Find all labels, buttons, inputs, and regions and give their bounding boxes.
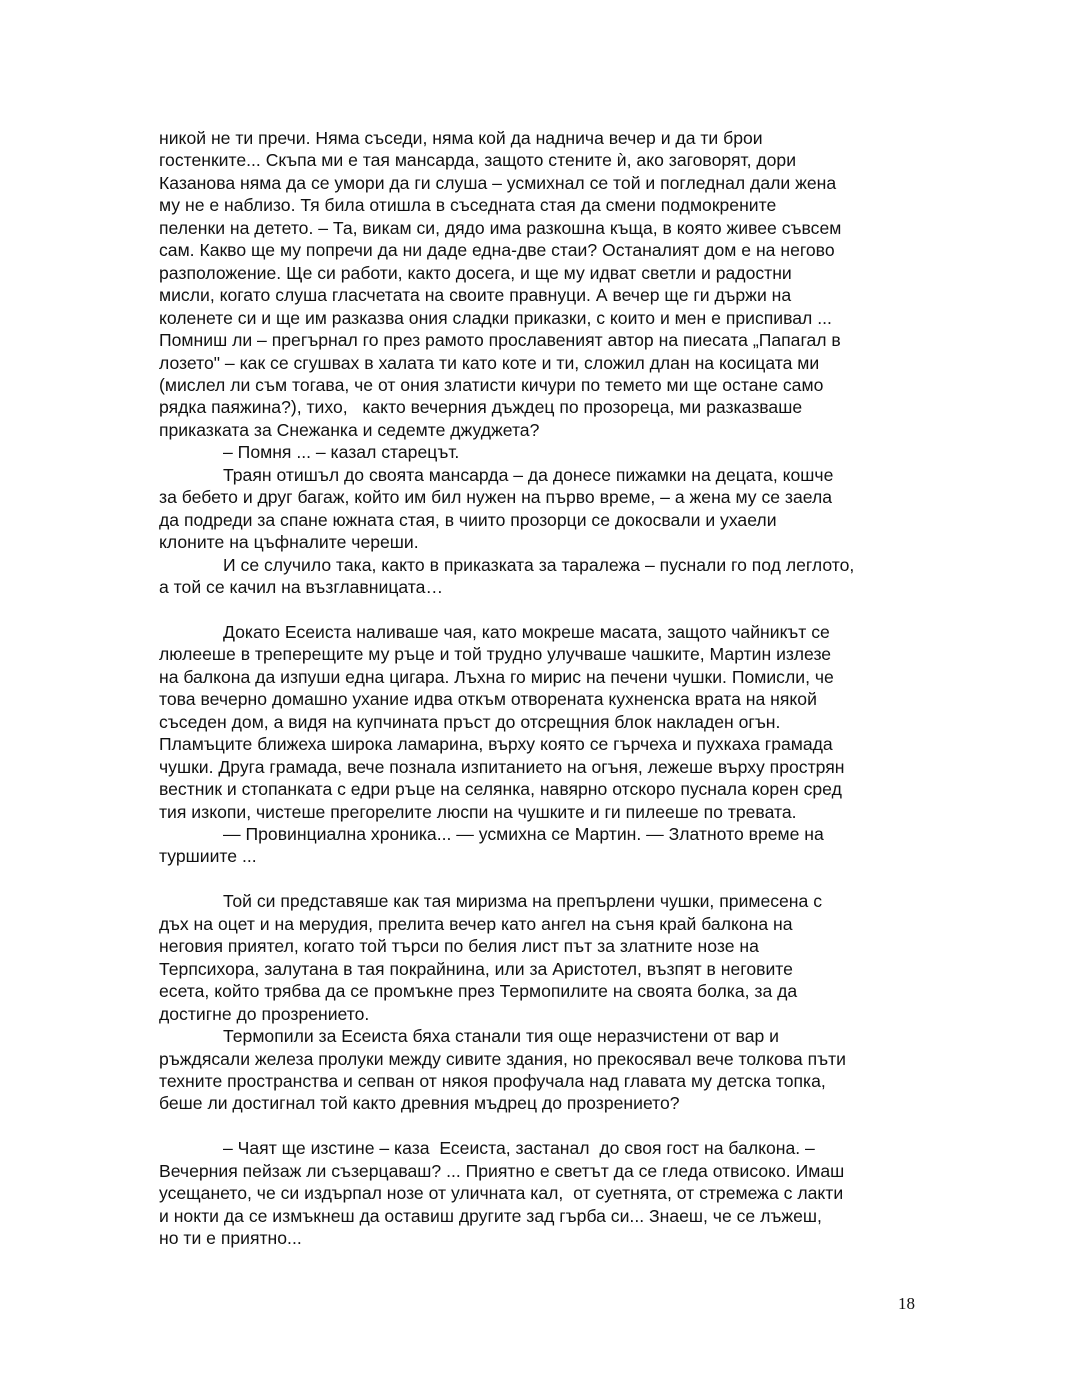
text-line: да подреди за спане южната стая, в чиито прозорци се докосвали и ухаели [159,509,777,530]
text-line: Той си представяше как тая миризма на препърлени чушки, примесена с [223,891,822,912]
text-line: неговия приятел, когато той търси по белия лист път за златните нозе на [159,936,759,957]
text-line: съседен дом, а видя на купчината пръст до отсрещния блок накладен огън. [159,711,781,732]
text-line: гостенките... Скъпа ми е тая мансарда, защото стените ѝ, ако заговорят, дори [159,150,797,171]
paragraph [159,621,939,823]
paragraph-gap [159,868,939,890]
text-line: есета, който трябва да се промъкне през Термопилите на своята болка, за да [159,981,798,1002]
paragraph [159,1137,939,1249]
body-text [159,127,939,1250]
text-line: дъх на оцет и на мерудия, прелита вечер като ангел на съня край балкона на [159,913,793,934]
paragraph [159,127,939,441]
text-line: приказката за Снежанка и седемте джуджета? [159,419,540,440]
text-line: на балкона да изпуши една цигара. Лъхна го мирис на печени чушки. Помисли, че [159,666,834,687]
paragraph-gap [159,599,939,621]
text-line: за бебето и друг багаж, който им бил нужен на първо време, – а жена му се заела [159,487,833,508]
text-line: беше ли достигнал той както древния мъдрец до прозрението? [159,1093,680,1114]
paragraph [159,1025,939,1115]
text-line: сам. Какво ще му попречи да ни даде една-две стаи? Останалият дом е на негово [159,240,835,261]
paragraph [159,554,939,599]
text-line: Терпсихора, залутана в тая покрайнина, или за Аристотел, възпят в неговите [159,958,793,979]
text-line: усещането, че си издърпал нозе от уличната кал, от суетнята, от стремежа с лакти [159,1183,844,1204]
text-line: пеленки на детето. – Та, викам си, дядо има разкошна къща, в която живее съвсем [159,217,842,238]
page-number: 18 [898,1294,915,1313]
text-line: клоните на цъфналите череши. [159,532,419,553]
text-line: тия изкопи, чистеше прегорелите люспи на чушките и ги пилееше по тревата. [159,801,797,822]
text-line: вестник и стопанката с едри ръце на селянка, навярно отскоро пуснала корен сред [159,779,842,800]
paragraph [159,890,939,1025]
paragraph [159,464,939,554]
text-line: люлееше в треперещите му ръце и той трудно улучваше чашките, Мартин излезе [159,644,832,665]
text-line: туршиите ... [159,846,257,867]
text-line: но ти е приятно... [159,1228,302,1249]
text-line: никой не ти пречи. Няма съседи, няма кой да наднича вечер и да ти брои [159,128,763,148]
text-line: Казанова няма да се умори да ги слуша – усмихнал се той и погледнал дали жена [159,172,837,193]
text-line: Вечерния пейзаж ли съзерцаваш? ... Приятно е светът да се гледа отвисоко. Имаш [159,1160,845,1181]
text-line: лозето" – как се сгушвах в халата ти като коте и ти, сложил длан на косицата ми [159,352,820,373]
text-line: разположение. Ще си работи, както досега, и ще му идват светли и радостни [159,262,792,283]
text-line: – Чаят ще изстине – каза Есеиста, застанал до своя гост на балкона. – [223,1138,815,1159]
text-line: рядка паяжина?), тихо, както вечерния дъждец по прозореца, ми разказваше [159,397,803,418]
paragraph [159,441,939,463]
text-line: това вечерно домашно ухание идва откъм отворената кухненска врата на някой [159,689,817,710]
paragraph [159,823,939,868]
text-line: (мислел ли съм тогава, че от ония златисти кичури по темето ми ще остане само [159,374,824,395]
text-line: – Помня ... – казал старецът. [223,442,460,463]
text-line: Термопили за Есеиста бяха станали тия още неразчистени от вар и [223,1026,780,1047]
text-line: И се случило така, както в приказката за таралежа – пуснали го под леглото, [223,554,855,575]
text-line: коленете си и ще им разказва ония сладки приказки, с които и мен е приспивал ... [159,307,832,328]
text-line: и нокти да се измъкнеш да оставиш другите зад гърба си... Знаеш, че се лъжеш, [159,1205,822,1226]
text-line: а той се качил на възглавницата… [159,577,444,598]
text-line: ръждясали железа пролуки между сивите здания, но прекосявал вече толкова пъти [159,1048,846,1069]
text-line: — Провинциална хроника... — усмихна се Мартин. — Златното време на [223,824,824,845]
text-line: достигне до прозрението. [159,1003,370,1024]
text-line: мисли, когато слуша гласчетата на своите правнуци. А вечер ще ги държи на [159,285,792,306]
text-line: Траян отишъл до своята мансарда – да донесе пижамки на децата, кошче [223,464,834,485]
text-line: техните пространства и сепван от някоя профучала над главата му детска топка, [159,1071,826,1091]
paragraph-gap [159,1115,939,1137]
text-line: Пламъците ближеха широка ламарина, върху която се гърчеха и пухкаха грамада [159,734,833,755]
text-line: Докато Есеиста наливаше чая, като мокреше масата, защото чайникът се [223,621,830,642]
text-line: Помниш ли – прегърнал го през рамото прославеният автор на пиесата „Папагал в [159,330,841,351]
text-line: му не е наблизо. Тя била отишла в съседната стая да смени подмокрените [159,195,777,216]
text-line: чушки. Друга грамада, вече познала изпитанието на огъня, лежеше върху прострян [159,756,845,777]
